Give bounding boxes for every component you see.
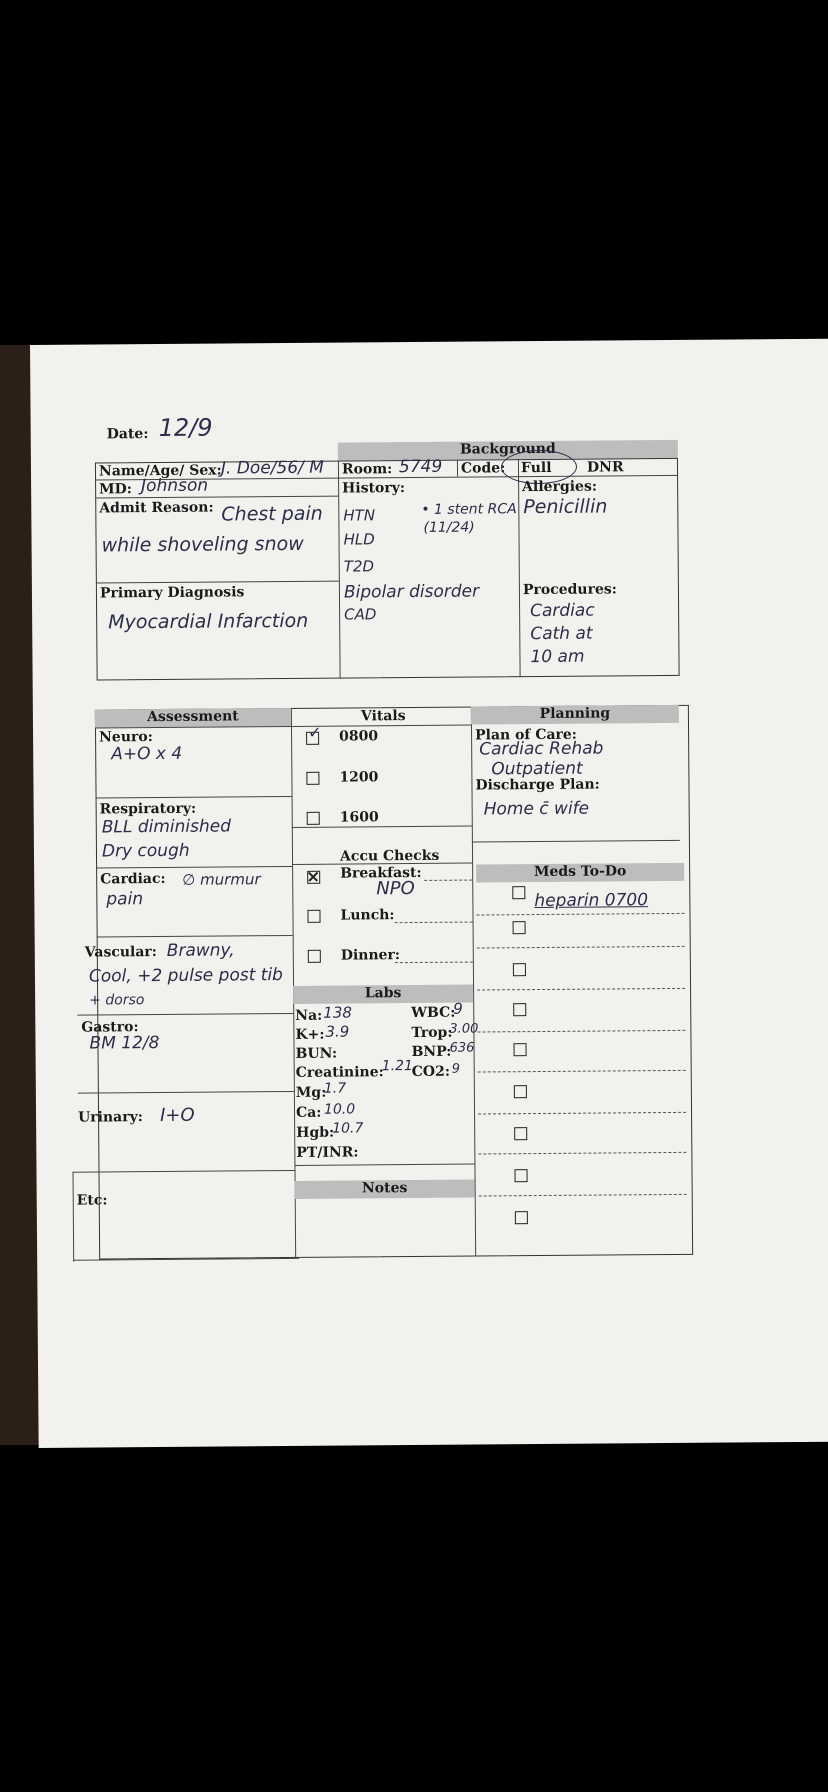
history-item-cad: CAD bbox=[344, 605, 377, 624]
gastro-value: BM 12/8 bbox=[89, 1033, 160, 1054]
vascular-line2: Cool, +2 pulse post tib bbox=[88, 965, 284, 987]
name-label: Name/Age/ Sex: bbox=[98, 462, 222, 480]
med-checkbox-7[interactable] bbox=[514, 1127, 527, 1140]
na-label: Na: bbox=[295, 1007, 323, 1024]
procedures-line3: 10 am bbox=[530, 646, 585, 668]
bun-label: BUN: bbox=[295, 1045, 338, 1062]
med-checkbox-3[interactable] bbox=[513, 963, 526, 976]
creatinine-label: Creatinine: bbox=[295, 1064, 384, 1081]
co2-label: CO2: bbox=[411, 1063, 451, 1081]
neuro-label: Neuro: bbox=[99, 729, 153, 746]
cardiac-value: pain bbox=[106, 889, 144, 910]
na-value: 138 bbox=[323, 1003, 352, 1022]
wbc-label: WBC: bbox=[411, 1004, 456, 1022]
allergies-label: Allergies: bbox=[522, 478, 598, 496]
plan-of-care-label: Plan of Care: bbox=[475, 726, 578, 744]
trop-value: 3.00 bbox=[449, 1021, 479, 1037]
vascular-line3: + dorso bbox=[89, 992, 145, 1009]
history-label: History: bbox=[342, 480, 406, 497]
med-checkbox-9[interactable] bbox=[515, 1211, 528, 1224]
md-label: MD: bbox=[99, 481, 133, 498]
admit-reason-label: Admit Reason: bbox=[99, 499, 214, 517]
vitals-time-0800: 0800 bbox=[339, 728, 379, 745]
vitals-0800-checkbox[interactable] bbox=[306, 732, 319, 745]
neuro-value: A+O x 4 bbox=[111, 743, 183, 765]
room-label: Room: bbox=[341, 461, 393, 478]
etc-label: Etc: bbox=[76, 1192, 108, 1209]
vascular-line1: Brawny, bbox=[166, 940, 235, 961]
med-checkbox-1[interactable] bbox=[512, 886, 525, 899]
discharge-plan-value: Home c̄ wife bbox=[483, 798, 590, 820]
urinary-label: Urinary: bbox=[78, 1109, 143, 1126]
procedures-label: Procedures: bbox=[522, 581, 617, 599]
breakfast-checkbox[interactable] bbox=[307, 871, 320, 884]
cardiac-label: Cardiac: bbox=[100, 870, 166, 888]
trop-label: Trop: bbox=[411, 1024, 453, 1042]
respiratory-line1: BLL diminished bbox=[101, 816, 232, 838]
meds-header: Meds To-Do bbox=[476, 863, 684, 883]
procedures-line2: Cath at bbox=[530, 623, 593, 645]
plan-of-care-line1: Cardiac Rehab bbox=[479, 738, 604, 760]
urinary-value: I+O bbox=[159, 1104, 195, 1127]
vitals-time-1200: 1200 bbox=[339, 769, 379, 786]
med-checkbox-2[interactable] bbox=[513, 921, 526, 934]
breakfast-value: NPO bbox=[376, 877, 415, 900]
med-checkbox-6[interactable] bbox=[514, 1085, 527, 1098]
hgb-label: Hgb: bbox=[296, 1124, 335, 1141]
med-item-1: heparin 0700 bbox=[534, 890, 649, 912]
gastro-label: Gastro: bbox=[81, 1019, 139, 1036]
code-full: Full bbox=[520, 459, 552, 477]
bnp-value: 636 bbox=[449, 1040, 475, 1056]
ptinr-label: PT/INR: bbox=[296, 1144, 359, 1161]
lunch-checkbox[interactable] bbox=[307, 910, 320, 923]
background-header: Background bbox=[338, 440, 678, 461]
creatinine-value: 1.21 bbox=[381, 1058, 413, 1075]
code-dnr: DNR bbox=[586, 459, 624, 476]
med-checkbox-5[interactable] bbox=[513, 1043, 526, 1056]
vitals-1600-checkbox[interactable] bbox=[307, 812, 320, 825]
nursing-report-sheet bbox=[30, 339, 828, 1448]
date-label: Date: bbox=[106, 426, 149, 443]
vitals-time-1600: 1600 bbox=[339, 809, 379, 826]
med-checkbox-4[interactable] bbox=[513, 1003, 526, 1016]
co2-value: 9 bbox=[451, 1061, 461, 1077]
date-value: 12/9 bbox=[158, 413, 213, 442]
history-item-hld: HLD bbox=[343, 530, 375, 549]
wbc-value: 9 bbox=[453, 999, 463, 1018]
accu-checks-label: Accu Checks bbox=[339, 847, 440, 865]
history-note: • 1 stent RCA bbox=[421, 501, 517, 518]
breakfast-label: Breakfast: bbox=[340, 864, 422, 882]
bnp-label: BNP: bbox=[411, 1043, 452, 1061]
k-value: 3.9 bbox=[325, 1022, 350, 1041]
admit-reason-line1: Chest pain bbox=[221, 502, 323, 526]
vitals-header: Vitals bbox=[360, 708, 406, 725]
history-item-htn: HTN bbox=[343, 506, 376, 525]
dinner-label: Dinner: bbox=[340, 947, 401, 964]
primary-diagnosis-value: Myocardial Infarction bbox=[108, 609, 309, 634]
history-item-t2d: T2D bbox=[343, 557, 375, 576]
vascular-label: Vascular: bbox=[84, 944, 158, 961]
history-item-bipolar: Bipolar disorder bbox=[343, 581, 480, 603]
ca-value: 10.0 bbox=[323, 1101, 356, 1118]
respiratory-label: Respiratory: bbox=[99, 800, 197, 818]
name-value: J. Doe/56/ M bbox=[220, 457, 324, 479]
vitals-1200-checkbox[interactable] bbox=[306, 772, 319, 785]
respiratory-line2: Dry cough bbox=[101, 840, 190, 862]
mg-label: Mg: bbox=[295, 1084, 327, 1101]
assessment-header: Assessment bbox=[95, 708, 291, 728]
room-value: 5749 bbox=[398, 456, 443, 478]
mg-value: 1.7 bbox=[323, 1080, 347, 1097]
procedures-line1: Cardiac bbox=[530, 600, 595, 622]
k-label: K+: bbox=[295, 1026, 325, 1043]
notes-header: Notes bbox=[295, 1180, 475, 1199]
hgb-value: 10.7 bbox=[332, 1120, 364, 1137]
history-note-date: (11/24) bbox=[423, 519, 475, 536]
lunch-label: Lunch: bbox=[340, 907, 395, 924]
dinner-checkbox[interactable] bbox=[308, 950, 321, 963]
admit-reason-line2: while shoveling snow bbox=[101, 532, 304, 557]
med-checkbox-8[interactable] bbox=[514, 1169, 527, 1182]
labs-header: Labs bbox=[293, 985, 473, 1004]
plan-of-care-line2: Outpatient bbox=[491, 758, 583, 780]
primary-diagnosis-label: Primary Diagnosis bbox=[99, 584, 245, 602]
allergies-value: Penicillin bbox=[523, 495, 608, 519]
planning-header: Planning bbox=[471, 705, 679, 725]
discharge-plan-label: Discharge Plan: bbox=[475, 776, 600, 794]
ca-label: Ca: bbox=[295, 1104, 322, 1121]
md-value: Johnson bbox=[141, 475, 209, 497]
cardiac-note: ∅ murmur bbox=[182, 870, 261, 889]
code-label: Code: bbox=[460, 460, 506, 477]
